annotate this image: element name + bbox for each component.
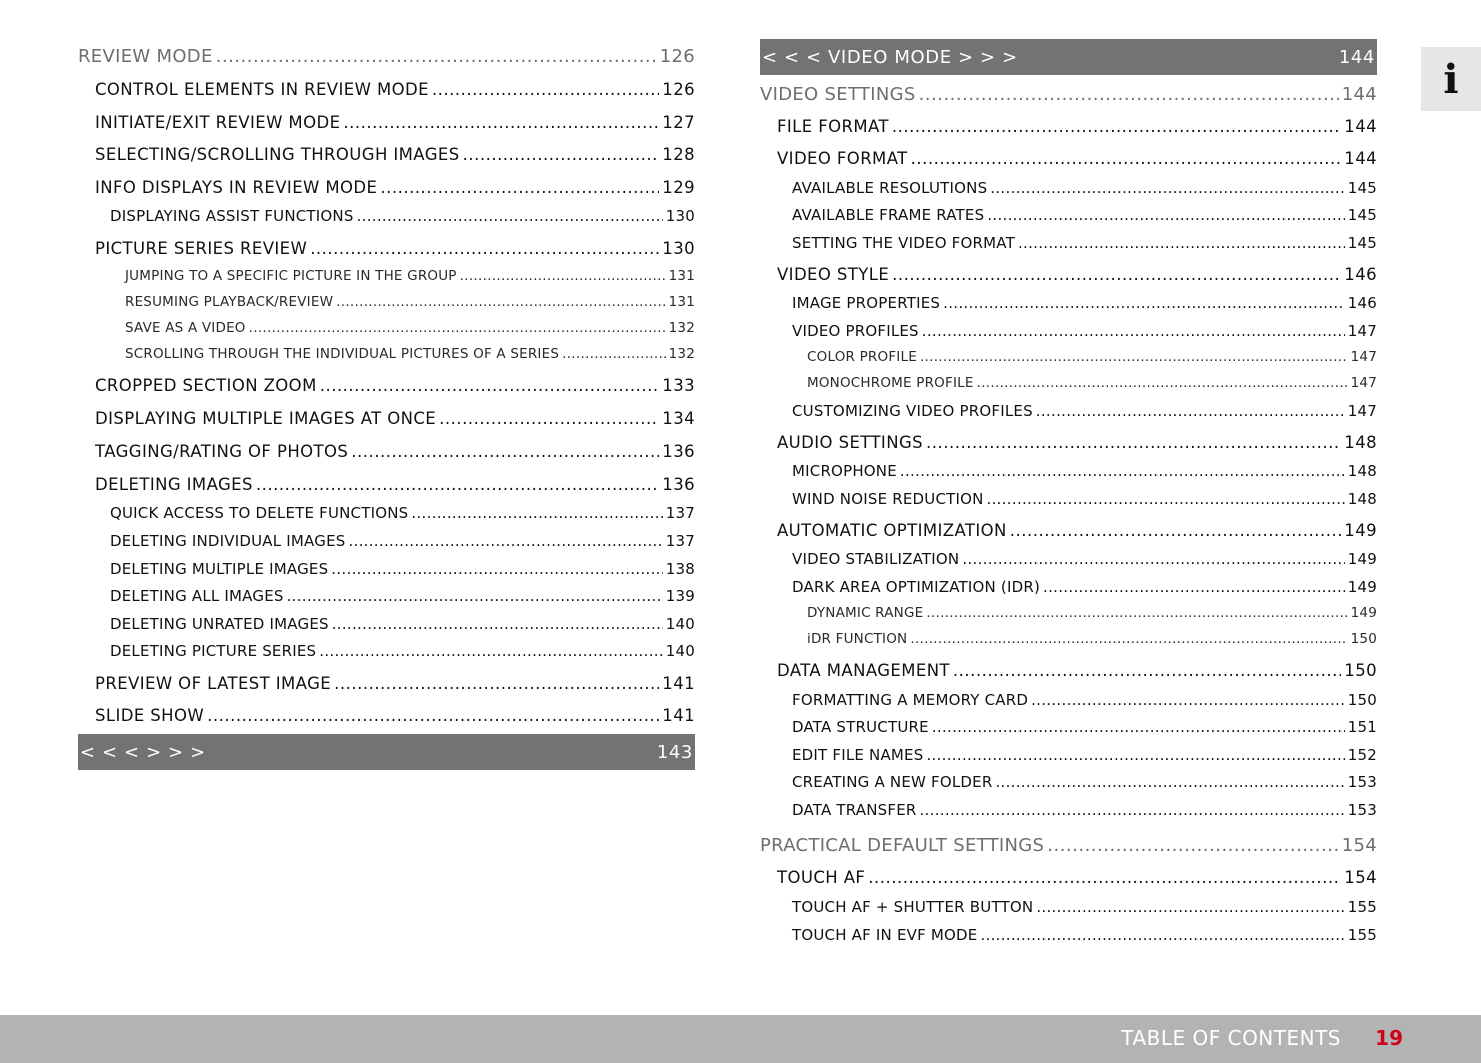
toc-entry[interactable] (760, 349, 1377, 365)
toc-entry-page: 146 (1347, 294, 1377, 312)
toc-entry-page: 130 (662, 239, 695, 258)
toc-entry[interactable] (760, 773, 1377, 791)
dot-leader (256, 475, 659, 494)
toc-entry[interactable] (760, 234, 1377, 252)
toc-entry[interactable] (78, 674, 695, 693)
dot-leader (334, 674, 659, 693)
toc-entry-page: 153 (1347, 801, 1377, 819)
dot-leader (1036, 402, 1345, 420)
toc-entry-title: DELETING IMAGES (95, 475, 253, 494)
toc-entry-page: 141 (662, 674, 695, 693)
toc-entry-page: 149 (1350, 605, 1377, 621)
dot-leader (1043, 578, 1345, 596)
dot-leader (287, 587, 663, 605)
toc-entry-title: AUDIO SETTINGS (777, 433, 924, 452)
toc-entry-title: AVAILABLE FRAME RATES (792, 206, 985, 224)
info-icon[interactable] (1421, 47, 1481, 111)
toc-entry-page: 148 (1344, 433, 1377, 452)
toc-entry[interactable] (760, 322, 1377, 340)
toc-entry[interactable] (78, 145, 695, 164)
toc-entry[interactable] (760, 661, 1377, 680)
toc-entry[interactable] (78, 587, 695, 605)
toc-entry[interactable] (760, 801, 1377, 819)
toc-entry-title: AUTOMATIC OPTIMIZATION (777, 521, 1007, 540)
toc-entry[interactable] (78, 80, 695, 99)
toc-chapter-entry[interactable] (78, 46, 695, 67)
toc-entry-page: 127 (662, 113, 695, 132)
dot-leader (868, 868, 1341, 887)
toc-entry-title: MONOCHROME PROFILE (807, 375, 974, 391)
toc-entry[interactable] (78, 442, 695, 461)
toc-entry-title: DELETING INDIVIDUAL IMAGES (110, 532, 346, 550)
toc-entry-page: 145 (1347, 234, 1377, 252)
toc-entry-title: SLIDE SHOW (95, 706, 205, 725)
toc-entry-page: 134 (662, 409, 695, 428)
dot-leader (995, 773, 1344, 791)
toc-entry-title: WIND NOISE REDUCTION (792, 490, 984, 508)
toc-entry-title: DELETING MULTIPLE IMAGES (110, 560, 329, 578)
toc-entry-page: 140 (665, 642, 695, 660)
toc-entry-page: 128 (662, 145, 695, 164)
toc-entry-title: PICTURE SERIES REVIEW (95, 239, 308, 258)
toc-entry-title: DARK AREA OPTIMIZATION (IDR) (792, 578, 1041, 596)
toc-entry-page: 147 (1347, 402, 1377, 420)
toc-entry-title: CREATING A NEW FOLDER (792, 773, 993, 791)
section-bar-page: 143 (656, 741, 693, 763)
dot-leader (207, 706, 659, 725)
dot-leader (920, 801, 1345, 819)
toc-entry[interactable] (78, 239, 695, 258)
toc-entry-page: 131 (668, 268, 695, 284)
toc-entry[interactable] (760, 402, 1377, 420)
toc-entry-title: SETTING THE VIDEO FORMAT (792, 234, 1015, 252)
toc-entry[interactable] (78, 475, 695, 494)
toc-entry-page: 126 (659, 46, 695, 67)
toc-entry-title: DELETING ALL IMAGES (110, 587, 284, 605)
toc-entry[interactable] (760, 117, 1377, 136)
toc-entry-page: 141 (662, 706, 695, 725)
toc-entry-page: 149 (1344, 521, 1377, 540)
toc-entry-page: 148 (1347, 462, 1377, 480)
dot-leader (962, 550, 1344, 568)
dot-leader (943, 294, 1345, 312)
toc-entry-title: DATA MANAGEMENT (777, 661, 950, 680)
dot-leader (953, 661, 1341, 680)
dot-leader (987, 206, 1344, 224)
section-bar-video-mode[interactable] (760, 39, 1377, 75)
dot-leader (892, 265, 1341, 284)
dot-leader (926, 605, 1347, 621)
dot-leader (460, 268, 666, 284)
dot-leader (987, 490, 1345, 508)
dot-leader (919, 84, 1339, 105)
toc-entry-title: iDR FUNCTION (807, 631, 908, 647)
dot-leader (216, 46, 657, 67)
toc-chapter-entry[interactable] (760, 835, 1377, 856)
toc-entry-page: 147 (1350, 349, 1377, 365)
dot-leader (926, 433, 1341, 452)
toc-entry-title: AVAILABLE RESOLUTIONS (792, 179, 988, 197)
toc-entry[interactable] (760, 605, 1377, 621)
dot-leader (1018, 234, 1345, 252)
toc-entry[interactable] (78, 706, 695, 725)
dot-leader (990, 179, 1344, 197)
toc-entry[interactable] (760, 294, 1377, 312)
dot-leader (562, 346, 666, 362)
dot-leader (343, 113, 659, 132)
toc-entry-title: TAGGING/RATING OF PHOTOS (95, 442, 349, 461)
dot-leader (310, 239, 659, 258)
toc-entry-title: CROPPED SECTION ZOOM (95, 376, 317, 395)
info-glyph: i (1443, 55, 1459, 103)
toc-entry[interactable] (760, 265, 1377, 284)
toc-entry[interactable] (760, 375, 1377, 391)
toc-entry-title: RESUMING PLAYBACK/REVIEW (125, 294, 334, 310)
toc-entry-title: FORMATTING A MEMORY CARD (792, 691, 1029, 709)
toc-entry-title: INFO DISPLAYS IN REVIEW MODE (95, 178, 378, 197)
toc-entry-title: SELECTING/SCROLLING THROUGH IMAGES (95, 145, 460, 164)
toc-entry-title: PREVIEW OF LATEST IMAGE (95, 674, 332, 693)
toc-entry-page: 132 (668, 320, 695, 336)
dot-leader (348, 532, 662, 550)
toc-entry[interactable] (78, 376, 695, 395)
toc-entry[interactable] (78, 207, 695, 225)
toc-entry[interactable] (78, 560, 695, 578)
dot-leader (926, 746, 1344, 764)
toc-chapter-entry[interactable] (760, 84, 1377, 105)
toc-entry-title: PRACTICAL DEFAULT SETTINGS (760, 835, 1045, 856)
toc-entry-page: 144 (1344, 149, 1377, 168)
section-bar-title: < < < VIDEO MODE > > > (762, 46, 1018, 68)
dot-leader (439, 409, 659, 428)
toc-entry-title: VIDEO SETTINGS (760, 84, 916, 105)
toc-entry-title: VIDEO FORMAT (777, 149, 908, 168)
toc-entry[interactable] (760, 179, 1377, 197)
page-footer (0, 1015, 1481, 1063)
dot-leader (380, 178, 659, 197)
footer-section-title: TABLE OF CONTENTS (1121, 1026, 1341, 1050)
toc-entry[interactable] (78, 294, 695, 310)
toc-entry[interactable] (760, 521, 1377, 540)
toc-entry-page: 153 (1347, 773, 1377, 791)
toc-entry-page: 149 (1347, 550, 1377, 568)
toc-entry-title: DATA TRANSFER (792, 801, 917, 819)
toc-entry[interactable] (78, 642, 695, 660)
toc-entry[interactable] (760, 462, 1377, 480)
toc-entry-page: 144 (1344, 117, 1377, 136)
toc-entry-page: 126 (662, 80, 695, 99)
toc-entry-title: TOUCH AF IN EVF MODE (792, 926, 978, 944)
toc-entry-title: INITIATE/EXIT REVIEW MODE (95, 113, 341, 132)
toc-entry[interactable] (760, 898, 1377, 916)
dot-leader (432, 80, 659, 99)
toc-entry-title: TOUCH AF + SHUTTER BUTTON (792, 898, 1034, 916)
dot-leader (1010, 521, 1342, 540)
dot-leader (411, 504, 662, 522)
section-bar-title: < < < > > > (80, 741, 206, 763)
toc-entry-title: DELETING PICTURE SERIES (110, 642, 317, 660)
dot-leader (892, 117, 1341, 136)
toc-entry[interactable] (78, 178, 695, 197)
dot-leader (977, 375, 1348, 391)
toc-entry-title: COLOR PROFILE (807, 349, 917, 365)
toc-entry-title: VIDEO PROFILES (792, 322, 919, 340)
dot-leader (910, 631, 1347, 647)
dot-leader (1031, 691, 1345, 709)
toc-entry[interactable] (78, 504, 695, 522)
dot-leader (920, 349, 1348, 365)
toc-entry-page: 154 (1341, 835, 1377, 856)
toc-entry-page: 155 (1347, 926, 1377, 944)
dot-leader (932, 718, 1345, 736)
toc-entry-page: 129 (662, 178, 695, 197)
dot-leader (922, 322, 1345, 340)
toc-entry-page: 139 (665, 587, 695, 605)
toc-entry[interactable] (78, 346, 695, 362)
toc-entry-page: 131 (668, 294, 695, 310)
toc-entry[interactable] (760, 631, 1377, 647)
dot-leader (1036, 898, 1344, 916)
toc-entry-title: EDIT FILE NAMES (792, 746, 924, 764)
toc-entry-title: DELETING UNRATED IMAGES (110, 615, 329, 633)
toc-entry-page: 151 (1347, 718, 1377, 736)
toc-entry-page: 155 (1347, 898, 1377, 916)
toc-entry[interactable] (78, 268, 695, 284)
toc-entry-page: 150 (1347, 691, 1377, 709)
toc-entry-page: 138 (665, 560, 695, 578)
dot-leader (900, 462, 1345, 480)
dot-leader (911, 149, 1342, 168)
toc-entry-title: CONTROL ELEMENTS IN REVIEW MODE (95, 80, 429, 99)
toc-entry[interactable] (760, 206, 1377, 224)
toc-entry-title: IMAGE PROPERTIES (792, 294, 941, 312)
toc-entry-title: TOUCH AF (777, 868, 866, 887)
toc-entry-page: 137 (665, 532, 695, 550)
toc-entry-title: DISPLAYING MULTIPLE IMAGES AT ONCE (95, 409, 437, 428)
toc-entry[interactable] (760, 433, 1377, 452)
toc-entry[interactable] (78, 409, 695, 428)
toc-entry-title: REVIEW MODE (78, 46, 213, 67)
toc-entry-title: DATA STRUCTURE (792, 718, 929, 736)
toc-entry-page: 140 (665, 615, 695, 633)
toc-entry-title: JUMPING TO A SPECIFIC PICTURE IN THE GROUP (125, 268, 457, 284)
dot-leader (336, 294, 665, 310)
toc-entry-title: DISPLAYING ASSIST FUNCTIONS (110, 207, 354, 225)
toc-entry-page: 154 (1344, 868, 1377, 887)
dot-leader (319, 642, 663, 660)
toc-entry[interactable] (760, 926, 1377, 944)
dot-leader (249, 320, 666, 336)
toc-entry[interactable] (760, 490, 1377, 508)
dot-leader (332, 615, 663, 633)
toc-entry-page: 137 (665, 504, 695, 522)
toc-entry[interactable] (760, 578, 1377, 596)
dot-leader (1047, 835, 1338, 856)
toc-entry[interactable] (760, 746, 1377, 764)
toc-entry-page: 145 (1347, 206, 1377, 224)
dot-leader (351, 442, 659, 461)
toc-entry-page: 147 (1347, 322, 1377, 340)
toc-entry[interactable] (78, 113, 695, 132)
page-number: 19 (1375, 1026, 1403, 1050)
section-bar-page: 144 (1338, 46, 1375, 68)
dot-leader (463, 145, 660, 164)
toc-entry-page: 136 (662, 442, 695, 461)
toc-entry-page: 150 (1344, 661, 1377, 680)
dot-leader (320, 376, 660, 395)
toc-entry-page: 132 (668, 346, 695, 362)
toc-entry-page: 133 (662, 376, 695, 395)
toc-entry-title: QUICK ACCESS TO DELETE FUNCTIONS (110, 504, 409, 522)
toc-entry[interactable] (760, 550, 1377, 568)
toc-entry-page: 146 (1344, 265, 1377, 284)
toc-entry-page: 145 (1347, 179, 1377, 197)
toc-entry-title: SAVE AS A VIDEO (125, 320, 246, 336)
toc-entry-page: 149 (1347, 578, 1377, 596)
toc-entry-page: 130 (665, 207, 695, 225)
toc-entry-title: VIDEO STABILIZATION (792, 550, 960, 568)
dot-leader (331, 560, 662, 578)
toc-entry-page: 144 (1341, 84, 1377, 105)
dot-leader (980, 926, 1344, 944)
toc-entry-page: 152 (1347, 746, 1377, 764)
section-bar[interactable] (78, 734, 695, 770)
toc-entry-title: FILE FORMAT (777, 117, 889, 136)
toc-entry[interactable] (78, 320, 695, 336)
toc-entry-title: VIDEO STYLE (777, 265, 890, 284)
toc-entry[interactable] (760, 868, 1377, 887)
dot-leader (357, 207, 663, 225)
toc-entry[interactable] (78, 532, 695, 550)
toc-entry-title: CUSTOMIZING VIDEO PROFILES (792, 402, 1033, 420)
toc-entry-title: SCROLLING THROUGH THE INDIVIDUAL PICTURES OF A SERIES (125, 346, 560, 362)
toc-entry[interactable] (78, 615, 695, 633)
toc-entry[interactable] (760, 149, 1377, 168)
toc-entry-page: 148 (1347, 490, 1377, 508)
toc-entry[interactable] (760, 718, 1377, 736)
toc-entry-page: 150 (1350, 631, 1377, 647)
toc-entry-title: DYNAMIC RANGE (807, 605, 924, 621)
toc-entry-page: 136 (662, 475, 695, 494)
toc-entry-page: 147 (1350, 375, 1377, 391)
toc-entry[interactable] (760, 691, 1377, 709)
toc-entry-title: MICROPHONE (792, 462, 897, 480)
